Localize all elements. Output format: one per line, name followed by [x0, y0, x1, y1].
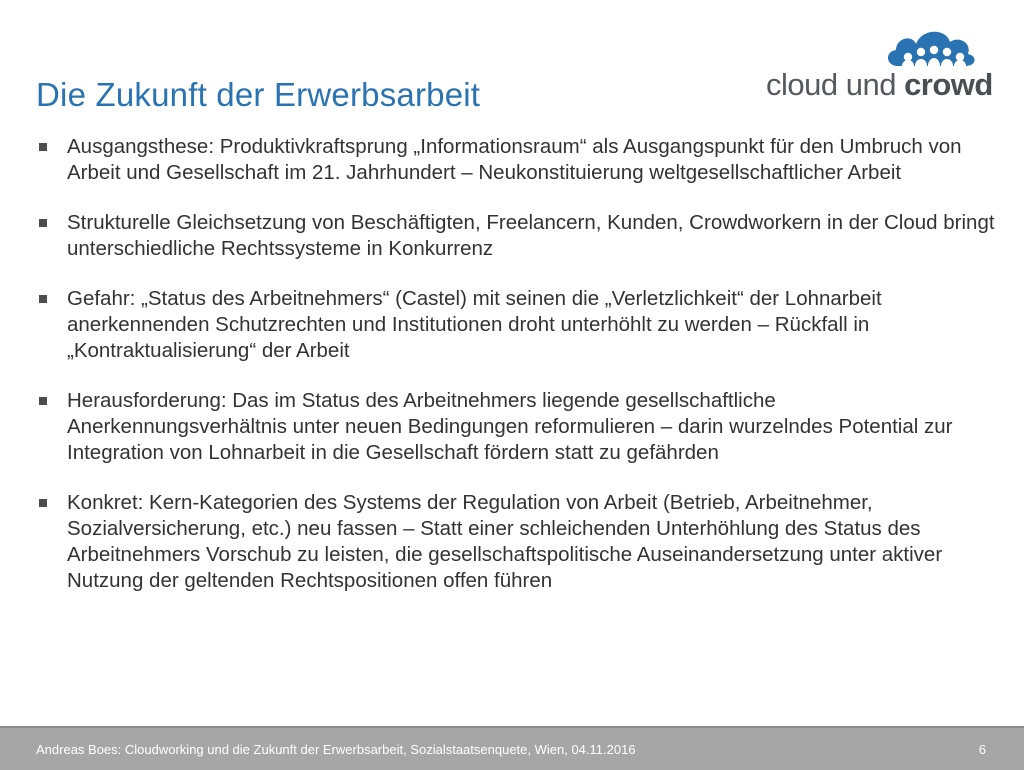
bullet-item [38, 134, 998, 186]
bullet-text: Strukturelle Gleichsetzung von Beschäftigten, Freelancern, Kunden, Crowdworkern in der Cloud bringt unterschiedliche Rechtssysteme in Konkurrenz [67, 211, 995, 260]
logo [766, 22, 996, 102]
square-bullet-icon [39, 397, 47, 405]
bullet-item [38, 490, 998, 594]
page-number: 6 [978, 742, 986, 757]
logo-wordmark [766, 67, 996, 103]
square-bullet-icon [39, 295, 47, 303]
bullet-text: Ausgangsthese: Produktivkraftsprung „Informationsraum“ als Ausgangspunkt für den Umbruch von Arbeit und Gesellschaft im 21. Jahrhundert – Neukonstituierung weltgesellschaftlicher Arbeit [67, 135, 962, 184]
bullet-item [38, 210, 998, 262]
bullet-item [38, 388, 998, 466]
logo-text-light: cloud und [766, 67, 905, 102]
bullet-text: Herausforderung: Das im Status des Arbeitnehmers liegende gesellschaftliche Anerkennungsverhältnis unter neuen Bedingungen reformulieren – darin wurzelndes Potential zur Integration von Lohnarbeit in die Gesellschaft fördern statt zu gefährden [67, 389, 953, 464]
slide-title: Die Zukunft der Erwerbsarbeit [36, 76, 481, 113]
bullet-item [38, 286, 998, 364]
square-bullet-icon [39, 143, 47, 151]
bullet-list [38, 134, 998, 618]
footer-text: Andreas Boes: Cloudworking und die Zukunft der Erwerbsarbeit, Sozialstaatsenquete, Wien, 04.11.2016 [36, 742, 636, 757]
bullet-text: Konkret: Kern-Kategorien des Systems der Regulation von Arbeit (Betrieb, Arbeitnehmer, Sozialversicherung, etc.) neu fassen – Statt einer schleichenden Unterhöhlung des Status des Arbeitnehmers Vorschub zu leisten, die gesellschaftspolitische Auseinandersetzung unter aktiver Nutzung der geltenden Rechtspositionen offen führen [67, 491, 943, 592]
square-bullet-icon [39, 499, 47, 507]
cloud-people-icon [766, 22, 996, 72]
bullet-text: Gefahr: „Status des Arbeitnehmers“ (Castel) mit seinen die „Verletzlichkeit“ der Lohnarbeit anerkennenden Schutzrechten und Institutionen droht unterhöhlt zu werden – Rückfall in „Kontraktualisierung“ der Arbeit [67, 287, 882, 362]
logo-text-bold: crowd [904, 67, 993, 102]
square-bullet-icon [39, 219, 47, 227]
footer-bar [0, 726, 1024, 770]
